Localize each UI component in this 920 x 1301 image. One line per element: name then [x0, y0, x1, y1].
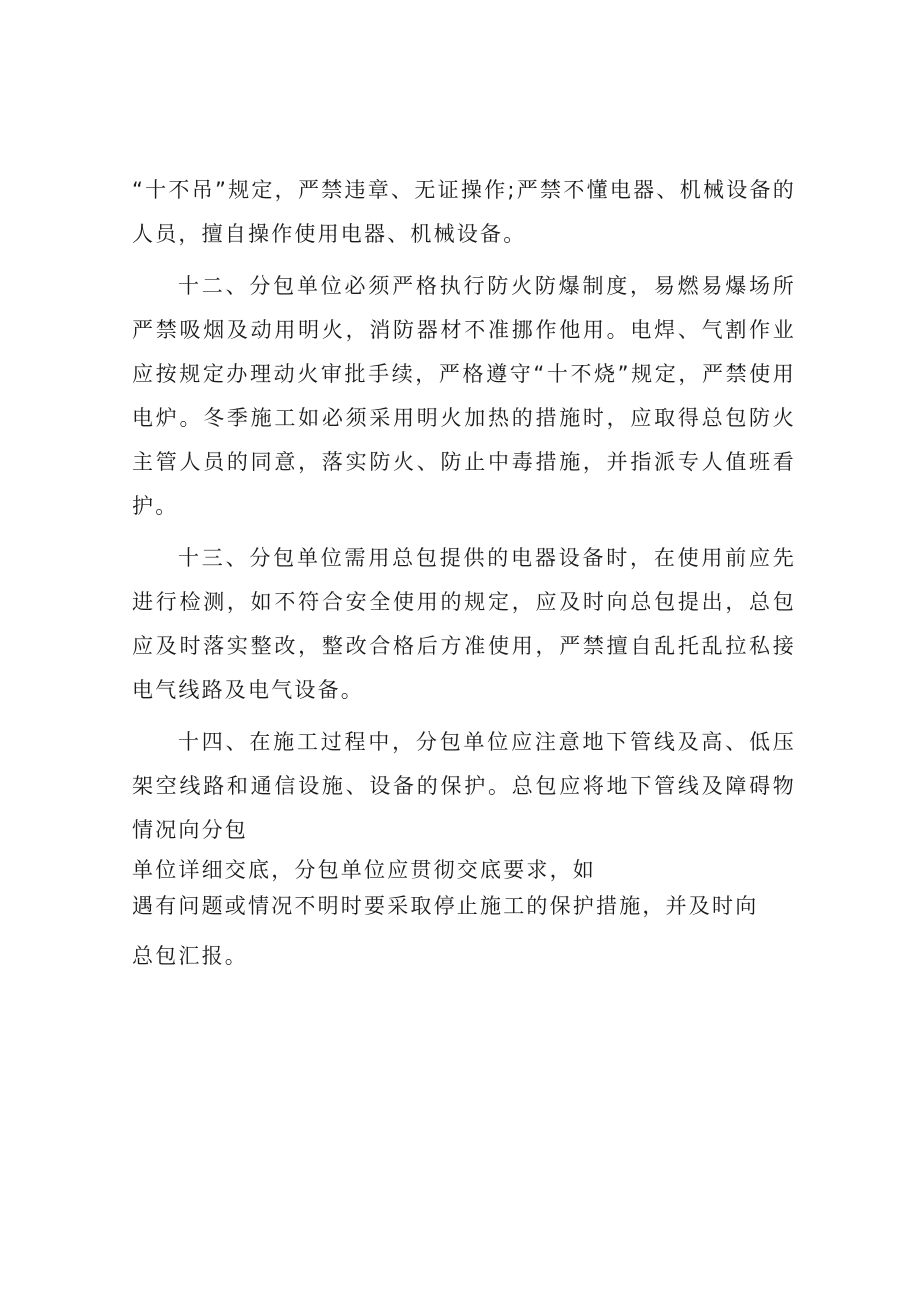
- document-body: [132, 168, 796, 974]
- paragraph-14-line-5: 总包汇报。: [132, 944, 248, 968]
- paragraph-12: 十二、分包单位必须严格执行防火防爆制度，易燃易爆场所严禁吸烟及动用明火，消防器材不准挪作他用。电焊、气割作业应按规定办理动火审批手续，严格遵守“十不烧”规定，严禁使用电炉。冬季施工如必须采用明火加热的措施时，应取得总包防火主管人员的同意，落实防火、防止中毒措施，并指派专人值班看护。: [132, 274, 796, 518]
- paragraph-14: 十四、在施工过程中，分包单位应注意地下管线及高、低压架空线路和通信设施、设备的保护。总包应将地下管线及障碍物情况向分包: [132, 730, 796, 842]
- paragraph-13: 十三、分包单位需用总包提供的电器设备时，在使用前应先进行检测，如不符合安全使用的规定，应及时向总包提出，总包应及时落实整改，整改合格后方准使用，严禁擅自乱托乱拉私接电气线路及电气设备。: [132, 546, 796, 702]
- paragraph-14-line-3: 单位详细交底，分包单位应贯彻交底要求，如: [132, 858, 596, 882]
- paragraph-14-line-4: 遇有问题或情况不明时要采取停止施工的保护措施，并及时向: [132, 894, 759, 918]
- paragraph-continuation: “十不吊”规定，严禁违章、无证操作;严禁不懂电器、机械设备的人员，擅自操作使用电器、机械设备。: [132, 178, 796, 246]
